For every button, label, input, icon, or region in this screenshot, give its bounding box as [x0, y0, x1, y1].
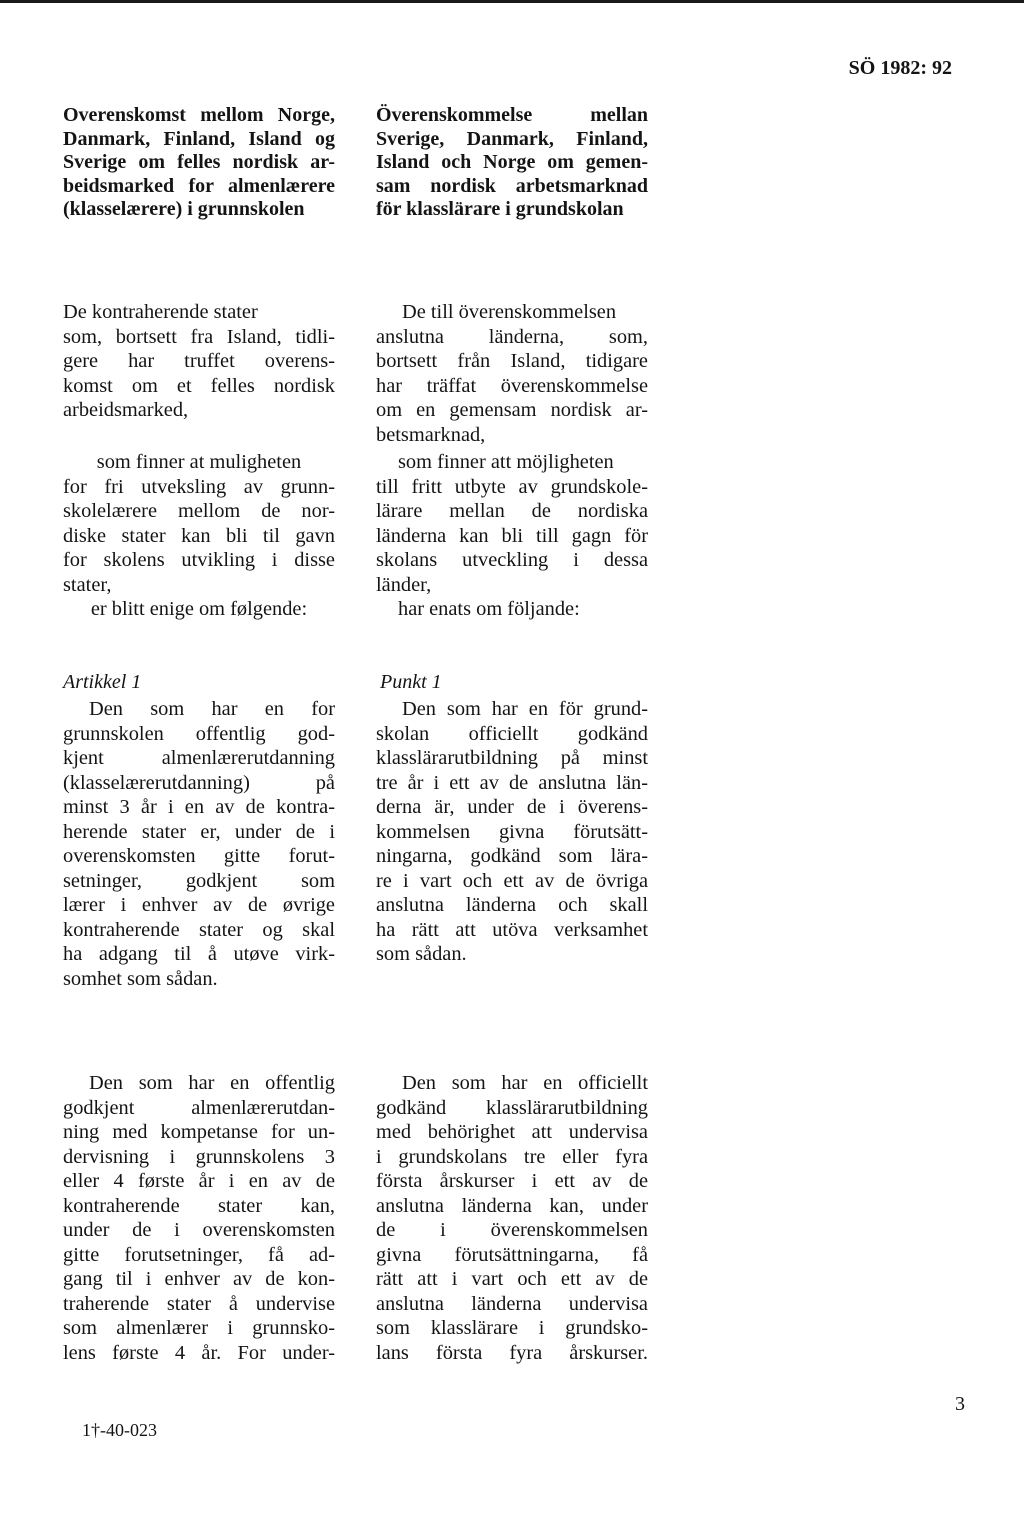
right-preamble-2: som finner att möjligheten till fritt utbyte av grundskole- lärare mellan de nordiska länderna kan bli till gagn för skolans utveckling i dessa länder, — [376, 451, 648, 596]
left-article-heading: Artikkel 1 — [63, 671, 142, 693]
top-border-rule — [0, 0, 1024, 3]
page-number: 3 — [955, 1393, 965, 1415]
print-code: 1†-40-023 — [82, 1420, 157, 1440]
left-title: Overenskomst mellom Norge, Danmark, Finland, Island og Sverige om felles nordisk ar- beidsmarked for almenlærere (klasselærere) i grunnskolen — [63, 104, 335, 220]
left-preamble-3: er blitt enige om følgende: — [90, 598, 308, 620]
right-preamble-1: De till överenskommelsen anslutna länderna, som, bortsett från Island, tidigare har träffat överenskommelse om en gemensam nordisk ar- betsmarknad, — [376, 301, 648, 446]
right-title: Överenskommelse mellan Sverige, Danmark, Finland, Island och Norge om gemen- sam nordisk arbetsmarknad för klasslärare i grundskolan — [376, 104, 648, 220]
left-article-para-1: Den som har en for grunnskolen offentlig god- kjent almenlærerutdanning (klasselærerutdanning) på minst 3 år i en av de kontra- herende stater er, under de i overenskomsten gitte forut- setninger, godkjent som lærer i enhver av de øvrige kontraherende stater og skal ha adgang til å utøve virk- somhet som sådan. — [63, 698, 335, 990]
right-article-heading: Punkt 1 — [380, 671, 442, 693]
right-preamble-3: har enats om följande: — [398, 598, 580, 620]
right-article-para-1: Den som har en för grund- skolan officiellt godkänd klasslärarutbildning på minst tre år i ett av de anslutna län- derna är, under de i överens- kommelsen givna förutsätt- ningarna, godkänd som lära- re i vart och ett av de övriga anslutna länderna och skall ha rätt att utöva verksamhet som sådan. — [376, 698, 648, 965]
left-article-para-2: Den som har en offentlig godkjent almenlærerutdan- ning med kompetanse for un- dervisning i grunnskolens 3 eller 4 første år i en av de kontraherende stater kan, under de i overenskomsten gitte forutsetninger, få ad- gang til i enhver av de kon- traherende stater å undervise som almenlærer i grunnsko- lens første 4 år. For under- — [63, 1072, 335, 1364]
document-reference: SÖ 1982: 92 — [848, 57, 952, 79]
left-preamble-2: som finner at muligheten for fri utveksling av grunn- skolelærere mellom de nor- diske stater kan bli til gavn for skolens utvikling i disse stater, — [63, 451, 335, 596]
right-article-para-2: Den som har en officiellt godkänd klasslärarutbildning med behörighet att undervisa i grundskolans tre eller fyra första årskurser i ett av de anslutna länderna kan, under de i överenskommelsen givna förutsättningarna, få rätt att i vart och ett av de anslutna länderna undervisa som klasslärare i grundsko- lans första fyra årskurser. — [376, 1072, 648, 1364]
left-preamble-1: De kontraherende stater som, bortsett fra Island, tidli- gere har truffet overens- komst om et felles nordisk arbeidsmarked, — [63, 301, 335, 421]
